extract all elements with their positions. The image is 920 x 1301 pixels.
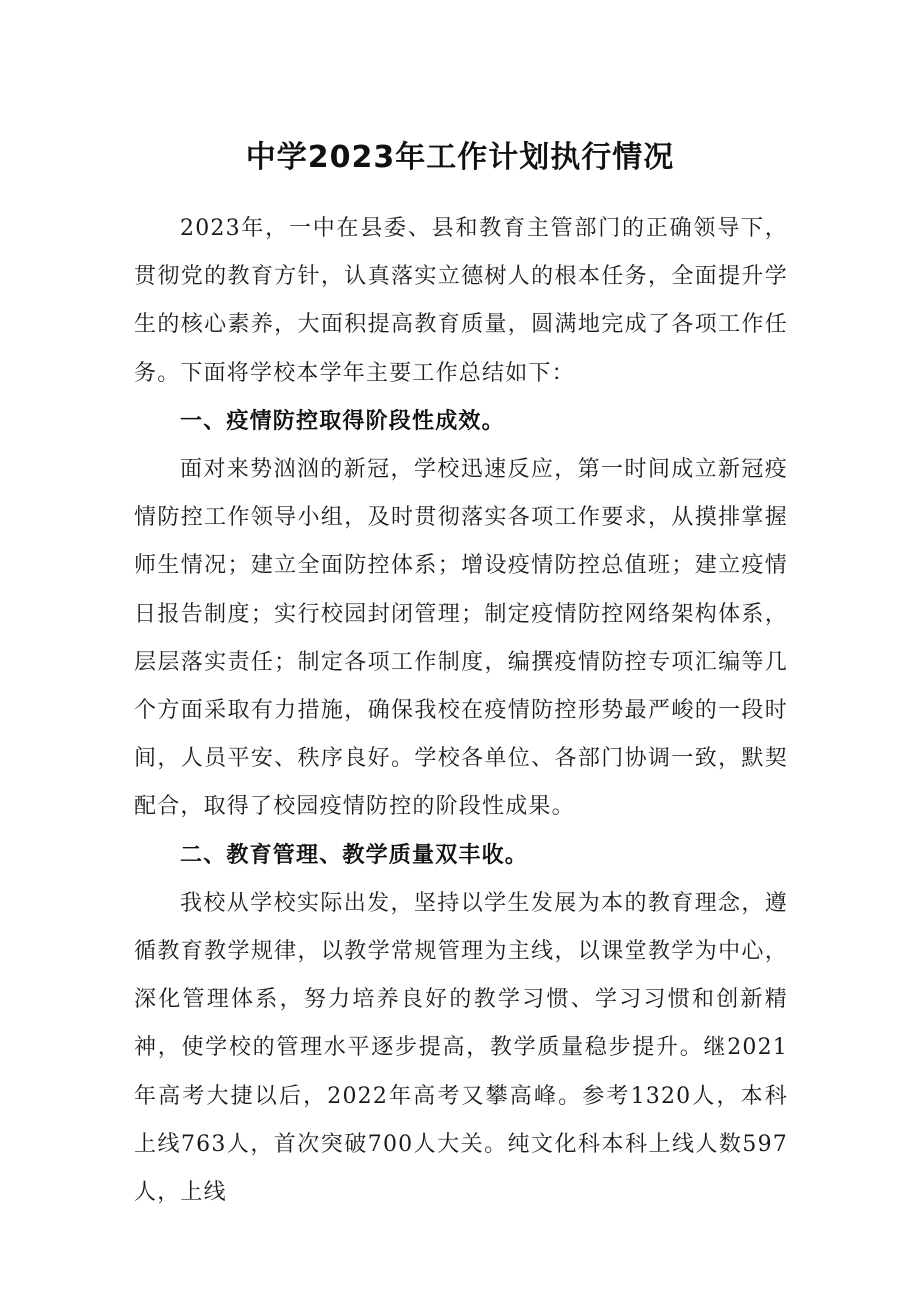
section-heading-1: 一、疫情防控取得阶段性成效。 xyxy=(180,408,505,434)
section-body-2: 我校从学校实际出发，坚持以学生发展为本的教育理念，遵循教育教学规律，以教学常规管理为主线，以课堂教学为中心，深化管理体系，努力培养良好的教学习惯、学习习惯和创新精神，使学校的管理水平逐步提高，教学质量稳步提升。继2021年高考大捷以后，2022年高考又攀高峰。参考1320人，本科上线763人，首次突破700人大关。纯文化科本科上线人数597人，上线 xyxy=(134,890,788,1206)
document-body xyxy=(134,205,788,1217)
section-body-1: 面对来势汹汹的新冠，学校迅速反应，第一时间成立新冠疫情防控工作领导小组，及时贯彻落实各项工作要求，从摸排掌握师生情况；建立全面防控体系；增设疫情防控总值班；建立疫情日报告制度；实行校园封闭管理；制定疫情防控网络架构体系，层层落实责任；制定各项工作制度，编撰疫情防控专项汇编等几个方面采取有力措施，确保我校在疫情防控形势最严峻的一段时间，人员平安、秩序良好。学校各单位、各部门协调一致，默契配合，取得了校园疫情防控的阶段性成果。 xyxy=(134,457,788,820)
intro-paragraph: 2023年，一中在县委、县和教育主管部门的正确领导下，贯彻党的教育方针，认真落实立德树人的根本任务，全面提升学生的核心素养，大面积提高教育质量，圆满地完成了各项工作任务。下面将学校本学年主要工作总结如下： xyxy=(134,216,788,386)
document-title: 中学2023年工作计划执行情况 xyxy=(245,140,675,175)
section-heading-2: 二、教育管理、教学质量双丰收。 xyxy=(180,842,529,868)
